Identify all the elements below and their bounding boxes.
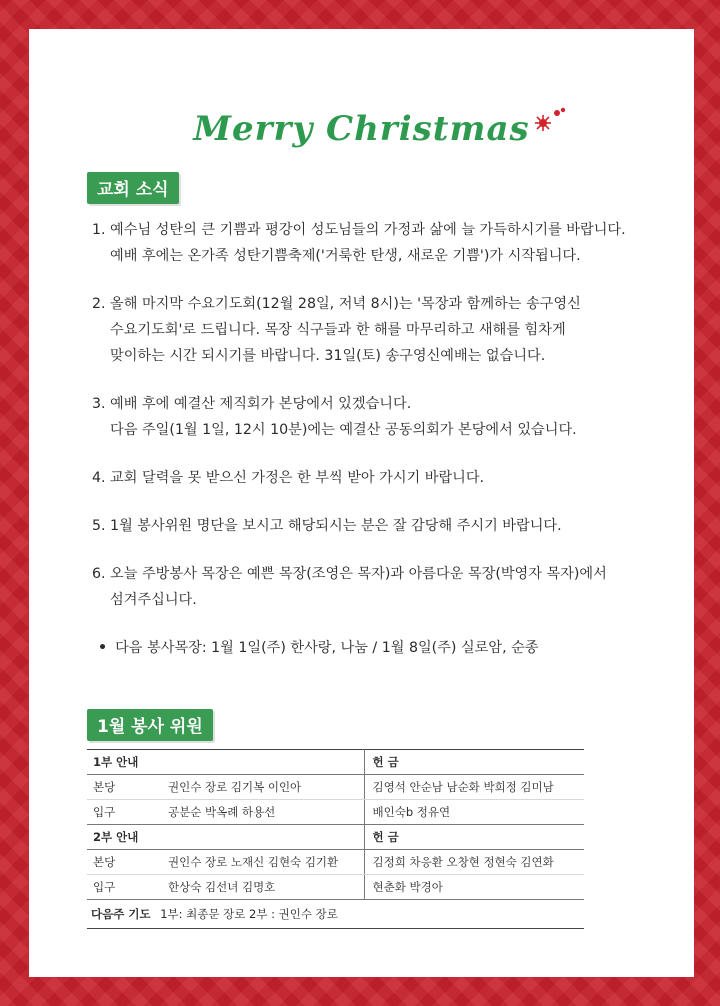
volunteer-table-wrap <box>87 749 587 929</box>
offering-label: 헌 금 <box>364 825 584 850</box>
next-service-text: 다음 봉사목장: 1월 1일(주) 한사랑, 나눔 / 1월 8일(주) 실로암, 순종 <box>115 640 539 656</box>
news-line: 수요기도회'로 드립니다. 목장 식구들과 한 해를 마무리하고 새해를 힘차게 <box>110 322 566 338</box>
news-line: 4. 교회 달력을 못 받으신 가정은 한 부씩 받아 가시기 바랍니다. <box>92 470 485 486</box>
news-line: 5. 1월 봉사위원 명단을 보시고 해당되시는 분은 잘 감당해 주시기 바랍니다. <box>92 518 562 534</box>
offering-cell: 현춘화 박경아 <box>364 875 584 900</box>
news-item <box>92 291 682 369</box>
place-cell: 본당 <box>87 850 164 875</box>
next-service-note <box>92 635 682 661</box>
volunteer-table <box>87 749 584 929</box>
news-line: 맞이하는 시간 되시기를 바랍니다. 31일(토) 송구영신예배는 없습니다. <box>110 348 546 364</box>
names-cell: 권인수 장로 노재신 김현숙 김기환 <box>164 850 364 875</box>
place-cell: 입구 <box>87 800 164 825</box>
names-cell: 권인수 장로 김기복 이인아 <box>164 775 364 800</box>
next-prayer-cell <box>87 900 584 929</box>
second-service-label: 2부 안내 <box>87 825 364 850</box>
table-header-row <box>87 750 584 775</box>
news-line: 3. 예배 후에 예결산 제직회가 본당에서 있겠습니다. <box>92 396 412 412</box>
news-item <box>92 217 682 269</box>
news-item <box>92 465 682 491</box>
place-cell: 본당 <box>87 775 164 800</box>
next-prayer-label: 다음주 기도 <box>91 907 151 921</box>
names-cell: 한상숙 김선녀 김명호 <box>164 875 364 900</box>
table-row <box>87 775 584 800</box>
table-row <box>87 875 584 900</box>
offering-cell: 김정희 차응환 오창현 정현숙 김연화 <box>364 850 584 875</box>
news-line: 다음 주일(1월 1일, 12시 10분)에는 예결산 공동의회가 본당에서 있습니다. <box>110 422 577 438</box>
news-list <box>92 217 682 661</box>
news-item <box>92 561 682 613</box>
news-item <box>92 513 682 539</box>
first-service-label: 1부 안내 <box>87 750 364 775</box>
news-line: 6. 오늘 주방봉사 목장은 예쁜 목장(조영은 목자)과 아름다운 목장(박영자 목자)에서 <box>92 566 607 582</box>
bulletin-page <box>29 29 694 977</box>
table-footer-row <box>87 900 584 929</box>
page-title: Merry Christmas <box>193 109 530 149</box>
names-cell: 공분순 박옥례 하용선 <box>164 800 364 825</box>
news-line: 예배 후에는 온가족 성탄기쁨축제('거룩한 탄생, 새로운 기쁨')가 시작됩니다. <box>110 248 581 264</box>
news-line: 섬겨주십니다. <box>110 592 197 608</box>
news-line: 1. 예수님 성탄의 큰 기쁨과 평강이 성도님들의 가정과 삶에 늘 가득하시기를 바랍니다. <box>92 222 626 238</box>
bullet-icon: • <box>98 640 108 656</box>
table-row <box>87 800 584 825</box>
offering-cell: 배인숙b 정유연 <box>364 800 584 825</box>
section-title-volunteers: 1월 봉사 위원 <box>87 709 213 741</box>
table-header-row <box>87 825 584 850</box>
news-item <box>92 391 682 443</box>
table-row <box>87 850 584 875</box>
next-prayer-value: 1부: 최종문 장로 2부 : 권인수 장로 <box>160 907 338 921</box>
offering-label: 헌 금 <box>364 750 584 775</box>
place-cell: 입구 <box>87 875 164 900</box>
offering-cell: 김영석 안순남 남순화 박희정 김미남 <box>364 775 584 800</box>
news-line: 2. 올해 마지막 수요기도회(12월 28일, 저녁 8시)는 '목장과 함께하는 송구영신 <box>92 296 581 312</box>
section-title-news: 교회 소식 <box>87 172 179 204</box>
